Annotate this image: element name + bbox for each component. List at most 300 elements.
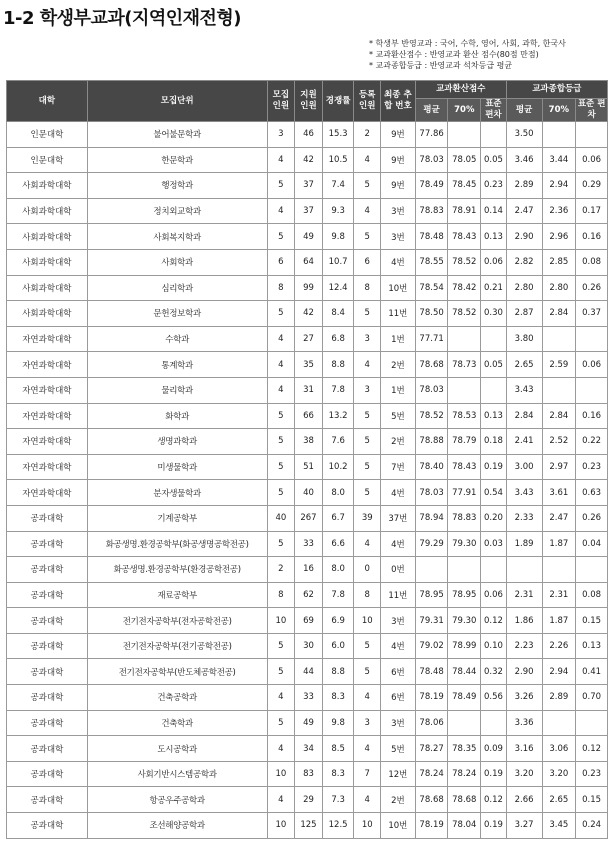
header-college: 대학 xyxy=(7,81,88,122)
college-cell: 공과대학 xyxy=(7,813,88,839)
quota-cell: 5 xyxy=(267,224,295,250)
applicants-cell: 40 xyxy=(295,480,323,506)
header-applicants: 지원 인원 xyxy=(295,81,323,122)
score-70-cell: 78.79 xyxy=(448,429,481,455)
table-row xyxy=(7,787,608,813)
score-70-cell: 78.45 xyxy=(448,173,481,199)
grade-70-cell: 2.94 xyxy=(542,173,576,199)
quota-cell: 4 xyxy=(267,787,295,813)
applicants-cell: 33 xyxy=(295,685,323,711)
score-std-cell: 0.12 xyxy=(481,608,507,634)
enrolled-cell: 4 xyxy=(354,736,381,762)
applicants-cell: 33 xyxy=(295,531,323,557)
table-row xyxy=(7,173,608,199)
ratio-cell: 6.0 xyxy=(322,633,354,659)
score-70-cell: 78.52 xyxy=(448,301,481,327)
score-std-cell: 0.54 xyxy=(481,480,507,506)
college-cell: 공과대학 xyxy=(7,608,88,634)
score-std-cell: 0.05 xyxy=(481,352,507,378)
enrolled-cell: 7 xyxy=(354,761,381,787)
page-title: 1-2 학생부교과(지역인재전형) xyxy=(3,8,242,29)
score-avg-cell: 78.48 xyxy=(415,659,448,685)
grade-std-cell: 0.23 xyxy=(576,454,608,480)
quota-cell: 10 xyxy=(267,761,295,787)
score-70-cell: 79.30 xyxy=(448,531,481,557)
score-std-cell: 0.19 xyxy=(481,454,507,480)
quota-cell: 5 xyxy=(267,301,295,327)
unit-cell: 사회기반시스템공학과 xyxy=(87,761,267,787)
unit-cell: 행정학과 xyxy=(87,173,267,199)
enrolled-cell: 2 xyxy=(354,122,381,148)
score-70-cell: 79.30 xyxy=(448,608,481,634)
rank-cell: 4번 xyxy=(381,531,416,557)
score-70-cell: 78.91 xyxy=(448,198,481,224)
enrolled-cell: 4 xyxy=(354,147,381,173)
score-std-cell xyxy=(481,122,507,148)
quota-cell: 10 xyxy=(267,813,295,839)
unit-cell: 물리학과 xyxy=(87,377,267,403)
grade-avg-cell: 2.47 xyxy=(506,198,542,224)
grade-std-cell: 0.22 xyxy=(576,429,608,455)
college-cell: 공과대학 xyxy=(7,736,88,762)
college-cell: 공과대학 xyxy=(7,582,88,608)
ratio-cell: 8.0 xyxy=(322,557,354,583)
header-grade-std: 표준 편차 xyxy=(576,99,608,122)
unit-cell: 사회학과 xyxy=(87,249,267,275)
table-row xyxy=(7,633,608,659)
table-row xyxy=(7,608,608,634)
ratio-cell: 7.3 xyxy=(322,787,354,813)
table-row xyxy=(7,301,608,327)
table-row xyxy=(7,377,608,403)
college-cell: 인문대학 xyxy=(7,122,88,148)
ratio-cell: 9.8 xyxy=(322,224,354,250)
table-row xyxy=(7,429,608,455)
applicants-cell: 62 xyxy=(295,582,323,608)
enrolled-cell: 4 xyxy=(354,198,381,224)
score-std-cell: 0.19 xyxy=(481,813,507,839)
rank-cell: 3번 xyxy=(381,198,416,224)
grade-avg-cell xyxy=(506,557,542,583)
unit-cell: 심리학과 xyxy=(87,275,267,301)
rank-cell: 2번 xyxy=(381,352,416,378)
grade-70-cell: 2.94 xyxy=(542,659,576,685)
score-70-cell: 78.83 xyxy=(448,505,481,531)
note-line: * 교과환산점수 : 반영교과 환산 점수(80점 만점) xyxy=(369,50,539,59)
applicants-cell: 37 xyxy=(295,173,323,199)
ratio-cell: 15.3 xyxy=(322,122,354,148)
grade-avg-cell: 3.50 xyxy=(506,122,542,148)
grade-70-cell: 2.84 xyxy=(542,403,576,429)
rank-cell: 4번 xyxy=(381,480,416,506)
unit-cell: 화공생명.환경공학부(화공생명공학전공) xyxy=(87,531,267,557)
rank-cell: 10번 xyxy=(381,275,416,301)
score-70-cell xyxy=(448,710,481,736)
enrolled-cell: 4 xyxy=(354,787,381,813)
grade-70-cell: 3.45 xyxy=(542,813,576,839)
applicants-cell: 35 xyxy=(295,352,323,378)
score-avg-cell: 77.71 xyxy=(415,326,448,352)
grade-avg-cell: 2.66 xyxy=(506,787,542,813)
ratio-cell: 7.4 xyxy=(322,173,354,199)
unit-cell: 수학과 xyxy=(87,326,267,352)
college-cell: 사회과학대학 xyxy=(7,249,88,275)
grade-avg-cell: 2.82 xyxy=(506,249,542,275)
rank-cell: 6번 xyxy=(381,685,416,711)
score-70-cell xyxy=(448,557,481,583)
score-std-cell: 0.05 xyxy=(481,147,507,173)
unit-cell: 통계학과 xyxy=(87,352,267,378)
enrolled-cell: 3 xyxy=(354,326,381,352)
enrolled-cell: 6 xyxy=(354,249,381,275)
enrolled-cell: 10 xyxy=(354,813,381,839)
grade-avg-cell: 2.65 xyxy=(506,352,542,378)
note-line: * 학생부 반영교과 : 국어, 수학, 영어, 사회, 과학, 한국사 xyxy=(369,39,566,48)
rank-cell: 1번 xyxy=(381,377,416,403)
applicants-cell: 49 xyxy=(295,710,323,736)
score-70-cell: 78.68 xyxy=(448,787,481,813)
score-avg-cell: 79.02 xyxy=(415,633,448,659)
grade-avg-cell: 3.27 xyxy=(506,813,542,839)
grade-std-cell: 0.15 xyxy=(576,608,608,634)
score-avg-cell: 78.94 xyxy=(415,505,448,531)
grade-70-cell: 3.06 xyxy=(542,736,576,762)
table-row xyxy=(7,582,608,608)
applicants-cell: 66 xyxy=(295,403,323,429)
rank-cell: 5번 xyxy=(381,736,416,762)
score-70-cell xyxy=(448,326,481,352)
table-row xyxy=(7,685,608,711)
grade-70-cell: 2.52 xyxy=(542,429,576,455)
quota-cell: 5 xyxy=(267,659,295,685)
applicants-cell: 30 xyxy=(295,633,323,659)
grade-std-cell: 0.12 xyxy=(576,736,608,762)
grade-70-cell xyxy=(542,710,576,736)
unit-cell: 전기전자공학부(전자공학전공) xyxy=(87,608,267,634)
table-row xyxy=(7,249,608,275)
grade-std-cell xyxy=(576,326,608,352)
rank-cell: 7번 xyxy=(381,454,416,480)
grade-std-cell: 0.15 xyxy=(576,787,608,813)
rank-cell: 0번 xyxy=(381,557,416,583)
ratio-cell: 10.5 xyxy=(322,147,354,173)
grade-70-cell: 2.31 xyxy=(542,582,576,608)
grade-70-cell: 2.96 xyxy=(542,224,576,250)
unit-cell: 건축학과 xyxy=(87,710,267,736)
score-avg-cell: 78.83 xyxy=(415,198,448,224)
grade-avg-cell: 2.89 xyxy=(506,173,542,199)
score-70-cell: 78.42 xyxy=(448,275,481,301)
score-avg-cell: 77.86 xyxy=(415,122,448,148)
score-70-cell: 78.49 xyxy=(448,685,481,711)
applicants-cell: 83 xyxy=(295,761,323,787)
score-avg-cell: 78.03 xyxy=(415,377,448,403)
score-70-cell: 78.43 xyxy=(448,454,481,480)
table-row xyxy=(7,813,608,839)
table-row xyxy=(7,659,608,685)
college-cell: 사회과학대학 xyxy=(7,173,88,199)
grade-std-cell: 0.16 xyxy=(576,403,608,429)
applicants-cell: 42 xyxy=(295,147,323,173)
college-cell: 공과대학 xyxy=(7,557,88,583)
score-avg-cell: 78.88 xyxy=(415,429,448,455)
enrolled-cell: 10 xyxy=(354,608,381,634)
applicants-cell: 31 xyxy=(295,377,323,403)
grade-70-cell: 2.59 xyxy=(542,352,576,378)
unit-cell: 분자생물학과 xyxy=(87,480,267,506)
grade-std-cell: 0.13 xyxy=(576,633,608,659)
score-std-cell: 0.13 xyxy=(481,403,507,429)
enrolled-cell: 4 xyxy=(354,531,381,557)
applicants-cell: 51 xyxy=(295,454,323,480)
admissions-table xyxy=(6,80,608,839)
ratio-cell: 7.8 xyxy=(322,377,354,403)
quota-cell: 5 xyxy=(267,429,295,455)
applicants-cell: 46 xyxy=(295,122,323,148)
applicants-cell: 16 xyxy=(295,557,323,583)
grade-70-cell: 2.97 xyxy=(542,454,576,480)
applicants-cell: 38 xyxy=(295,429,323,455)
ratio-cell: 6.8 xyxy=(322,326,354,352)
college-cell: 자연과학대학 xyxy=(7,352,88,378)
score-avg-cell: 78.68 xyxy=(415,352,448,378)
unit-cell: 생명과학과 xyxy=(87,429,267,455)
score-70-cell: 78.53 xyxy=(448,403,481,429)
table-row xyxy=(7,147,608,173)
enrolled-cell: 39 xyxy=(354,505,381,531)
rank-cell: 37번 xyxy=(381,505,416,531)
score-std-cell: 0.21 xyxy=(481,275,507,301)
ratio-cell: 9.8 xyxy=(322,710,354,736)
rank-cell: 2번 xyxy=(381,429,416,455)
score-70-cell xyxy=(448,377,481,403)
applicants-cell: 267 xyxy=(295,505,323,531)
grade-avg-cell: 3.43 xyxy=(506,377,542,403)
score-avg-cell xyxy=(415,557,448,583)
rank-cell: 9번 xyxy=(381,122,416,148)
grade-avg-cell: 2.80 xyxy=(506,275,542,301)
score-std-cell: 0.10 xyxy=(481,633,507,659)
quota-cell: 5 xyxy=(267,173,295,199)
applicants-cell: 34 xyxy=(295,736,323,762)
ratio-cell: 13.2 xyxy=(322,403,354,429)
header-score-avg: 평균 xyxy=(415,99,448,122)
unit-cell: 기계공학부 xyxy=(87,505,267,531)
unit-cell: 한문학과 xyxy=(87,147,267,173)
college-cell: 공과대학 xyxy=(7,787,88,813)
header-grade-70: 70% xyxy=(542,99,576,122)
grade-avg-cell: 2.90 xyxy=(506,224,542,250)
grade-70-cell: 1.87 xyxy=(542,608,576,634)
score-70-cell: 78.95 xyxy=(448,582,481,608)
college-cell: 사회과학대학 xyxy=(7,275,88,301)
table-row xyxy=(7,352,608,378)
grade-avg-cell: 2.31 xyxy=(506,582,542,608)
college-cell: 공과대학 xyxy=(7,659,88,685)
enrolled-cell: 5 xyxy=(354,633,381,659)
grade-std-cell: 0.70 xyxy=(576,685,608,711)
table-row xyxy=(7,122,608,148)
quota-cell: 4 xyxy=(267,198,295,224)
notes xyxy=(369,38,613,71)
unit-cell: 사회복지학과 xyxy=(87,224,267,250)
quota-cell: 6 xyxy=(267,249,295,275)
score-std-cell: 0.19 xyxy=(481,761,507,787)
unit-cell: 정치외교학과 xyxy=(87,198,267,224)
enrolled-cell: 5 xyxy=(354,480,381,506)
rank-cell: 4번 xyxy=(381,249,416,275)
quota-cell: 5 xyxy=(267,403,295,429)
college-cell: 사회과학대학 xyxy=(7,224,88,250)
grade-avg-cell: 3.20 xyxy=(506,761,542,787)
score-std-cell: 0.20 xyxy=(481,505,507,531)
score-std-cell: 0.06 xyxy=(481,249,507,275)
grade-70-cell xyxy=(542,326,576,352)
unit-cell: 문헌정보학과 xyxy=(87,301,267,327)
unit-cell: 화학과 xyxy=(87,403,267,429)
rank-cell: 2번 xyxy=(381,787,416,813)
quota-cell: 4 xyxy=(267,326,295,352)
grade-std-cell: 0.26 xyxy=(576,275,608,301)
score-std-cell: 0.56 xyxy=(481,685,507,711)
score-avg-cell: 79.29 xyxy=(415,531,448,557)
grade-avg-cell: 1.86 xyxy=(506,608,542,634)
score-avg-cell: 78.19 xyxy=(415,813,448,839)
score-avg-cell: 78.19 xyxy=(415,685,448,711)
ratio-cell: 8.8 xyxy=(322,352,354,378)
ratio-cell: 7.6 xyxy=(322,429,354,455)
score-70-cell: 78.05 xyxy=(448,147,481,173)
score-70-cell: 78.43 xyxy=(448,224,481,250)
rank-cell: 11번 xyxy=(381,301,416,327)
rank-cell: 12번 xyxy=(381,761,416,787)
quota-cell: 10 xyxy=(267,608,295,634)
rank-cell: 10번 xyxy=(381,813,416,839)
ratio-cell: 8.8 xyxy=(322,659,354,685)
enrolled-cell: 8 xyxy=(354,582,381,608)
enrolled-cell: 5 xyxy=(354,429,381,455)
applicants-cell: 99 xyxy=(295,275,323,301)
score-avg-cell: 78.03 xyxy=(415,147,448,173)
college-cell: 자연과학대학 xyxy=(7,454,88,480)
grade-avg-cell: 1.89 xyxy=(506,531,542,557)
college-cell: 사회과학대학 xyxy=(7,198,88,224)
grade-70-cell: 2.36 xyxy=(542,198,576,224)
applicants-cell: 37 xyxy=(295,198,323,224)
unit-cell: 도시공학과 xyxy=(87,736,267,762)
grade-std-cell: 0.29 xyxy=(576,173,608,199)
rank-cell: 11번 xyxy=(381,582,416,608)
college-cell: 사회과학대학 xyxy=(7,301,88,327)
ratio-cell: 9.3 xyxy=(322,198,354,224)
note-line: * 교과종합등급 : 반영교과 석차등급 평균 xyxy=(369,61,513,70)
applicants-cell: 64 xyxy=(295,249,323,275)
grade-std-cell xyxy=(576,377,608,403)
unit-cell: 화공생명.환경공학부(환경공학전공) xyxy=(87,557,267,583)
score-70-cell: 78.24 xyxy=(448,761,481,787)
ratio-cell: 12.4 xyxy=(322,275,354,301)
header-score-std: 표준 편차 xyxy=(481,99,507,122)
rank-cell: 9번 xyxy=(381,173,416,199)
grade-std-cell: 0.08 xyxy=(576,249,608,275)
header-grade-group: 교과종합등급 xyxy=(506,81,607,99)
rank-cell: 4번 xyxy=(381,633,416,659)
enrolled-cell: 5 xyxy=(354,224,381,250)
rank-cell: 5번 xyxy=(381,403,416,429)
score-70-cell: 78.99 xyxy=(448,633,481,659)
quota-cell: 2 xyxy=(267,557,295,583)
applicants-cell: 49 xyxy=(295,224,323,250)
score-avg-cell: 78.68 xyxy=(415,787,448,813)
ratio-cell: 6.6 xyxy=(322,531,354,557)
score-avg-cell: 78.03 xyxy=(415,480,448,506)
grade-avg-cell: 2.41 xyxy=(506,429,542,455)
quota-cell: 5 xyxy=(267,633,295,659)
grade-70-cell: 1.87 xyxy=(542,531,576,557)
rank-cell: 9번 xyxy=(381,147,416,173)
grade-avg-cell: 2.33 xyxy=(506,505,542,531)
applicants-cell: 29 xyxy=(295,787,323,813)
grade-avg-cell: 3.16 xyxy=(506,736,542,762)
score-std-cell: 0.14 xyxy=(481,198,507,224)
grade-std-cell xyxy=(576,122,608,148)
score-avg-cell: 78.54 xyxy=(415,275,448,301)
enrolled-cell: 5 xyxy=(354,403,381,429)
header-enrolled: 등록 인원 xyxy=(354,81,381,122)
grade-std-cell: 0.04 xyxy=(576,531,608,557)
quota-cell: 8 xyxy=(267,582,295,608)
applicants-cell: 125 xyxy=(295,813,323,839)
grade-70-cell: 3.61 xyxy=(542,480,576,506)
college-cell: 공과대학 xyxy=(7,710,88,736)
enrolled-cell: 4 xyxy=(354,352,381,378)
college-cell: 공과대학 xyxy=(7,505,88,531)
score-std-cell xyxy=(481,557,507,583)
score-avg-cell: 78.49 xyxy=(415,173,448,199)
grade-std-cell: 0.24 xyxy=(576,813,608,839)
score-avg-cell: 78.95 xyxy=(415,582,448,608)
table-row xyxy=(7,736,608,762)
quota-cell: 40 xyxy=(267,505,295,531)
score-std-cell: 0.03 xyxy=(481,531,507,557)
applicants-cell: 27 xyxy=(295,326,323,352)
score-70-cell: 78.35 xyxy=(448,736,481,762)
score-std-cell xyxy=(481,710,507,736)
table-row xyxy=(7,505,608,531)
table-row xyxy=(7,710,608,736)
table-row xyxy=(7,557,608,583)
score-avg-cell: 78.48 xyxy=(415,224,448,250)
grade-std-cell: 0.23 xyxy=(576,761,608,787)
score-std-cell xyxy=(481,326,507,352)
score-avg-cell: 78.40 xyxy=(415,454,448,480)
enrolled-cell: 0 xyxy=(354,557,381,583)
grade-avg-cell: 3.80 xyxy=(506,326,542,352)
grade-avg-cell: 3.43 xyxy=(506,480,542,506)
grade-avg-cell: 3.36 xyxy=(506,710,542,736)
quota-cell: 4 xyxy=(267,685,295,711)
applicants-cell: 69 xyxy=(295,608,323,634)
rank-cell: 3번 xyxy=(381,608,416,634)
grade-std-cell: 0.37 xyxy=(576,301,608,327)
quota-cell: 3 xyxy=(267,122,295,148)
grade-std-cell: 0.63 xyxy=(576,480,608,506)
unit-cell: 재료공학부 xyxy=(87,582,267,608)
table-row xyxy=(7,531,608,557)
grade-std-cell: 0.06 xyxy=(576,352,608,378)
ratio-cell: 10.7 xyxy=(322,249,354,275)
grade-70-cell: 2.65 xyxy=(542,787,576,813)
